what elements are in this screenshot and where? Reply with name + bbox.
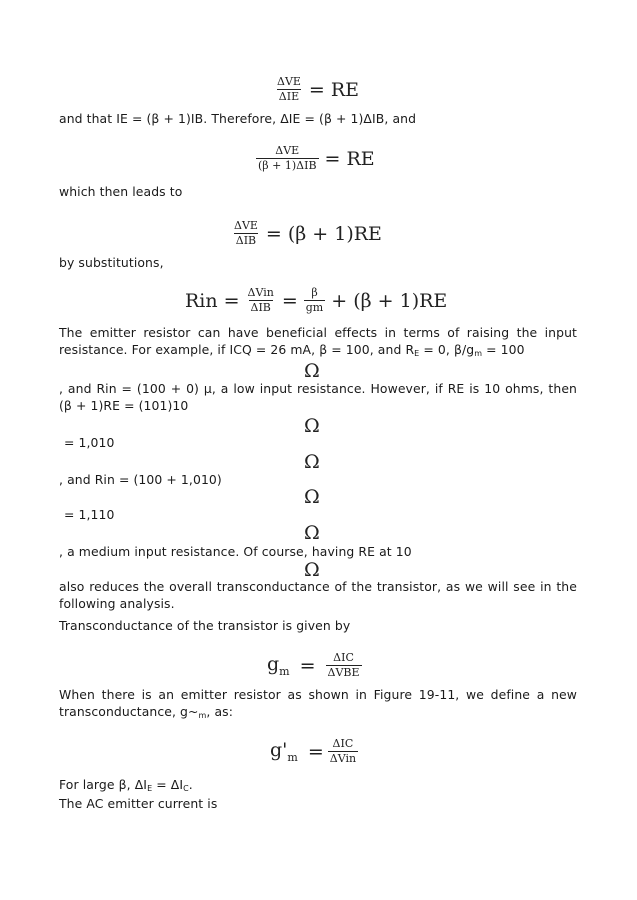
fraction [256, 145, 319, 172]
omega-symbol: Ω [304, 415, 320, 437]
denominator: ΔVBE [327, 666, 360, 679]
equation-ve-ib [232, 220, 382, 247]
gm-symbol [267, 653, 290, 678]
omega-symbol: Ω [304, 360, 320, 382]
omega-symbol: Ω [304, 486, 320, 508]
text-1110: = 1,110 [64, 507, 115, 522]
paragraph-emitter-resistor-figure [59, 686, 577, 724]
paragraph-emitter-resistor [59, 324, 577, 362]
subscript: E [414, 349, 420, 358]
denominator: gm [305, 301, 324, 314]
text-run: When there is an emitter resistor as shown in Figure 19-11, we define a new transconductance, g~ [59, 687, 577, 719]
text-run: For large β, ΔI [59, 777, 148, 792]
text-reduces-transconductance: also reduces the overall transconductance of the transistor, as we will see in the following analysis. [59, 579, 577, 611]
numerator: ΔVE [277, 75, 301, 88]
text-medium-resistance: , a medium input resistance. Of course, having RE at 10 [59, 544, 412, 559]
text-run: , as: [206, 704, 234, 719]
subscript: m [198, 711, 207, 720]
equation-g-prime-m [270, 738, 358, 765]
text-leads-to: which then leads to [59, 184, 183, 199]
fraction-beta-gm [304, 287, 325, 314]
text-rin-low: , and Rin = (100 + 0) μ, a low input resistance. However, if RE is 10 ohms, then (β + 1)RE = (101)10 [59, 381, 577, 413]
denominator: ΔIE [278, 90, 300, 103]
numerator: ΔIC [332, 737, 354, 750]
equals-sign: = [281, 289, 298, 312]
gm-subscript: m [279, 664, 290, 678]
text-ie-relation: and that IE = (β + 1)IB. Therefore, ΔIE = (β + 1)ΔIB, and [59, 111, 417, 126]
text-substitutions: by substitutions, [59, 255, 164, 270]
fraction-vin-ib [246, 287, 276, 314]
equals-sign: = [299, 654, 316, 677]
equals-sign: = [265, 222, 282, 245]
text-rin-sum: , and Rin = (100 + 1,010) [59, 472, 222, 487]
fraction [232, 220, 260, 247]
text-large-beta [59, 776, 577, 797]
subscript: E [147, 784, 153, 793]
omega-symbol: Ω [304, 559, 320, 581]
omega-symbol: Ω [304, 522, 320, 544]
g-prime-subscript: m [287, 750, 298, 764]
numerator: ΔVE [275, 144, 300, 157]
fraction [328, 738, 358, 765]
text-run: = ΔI [152, 777, 184, 792]
subscript: m [474, 349, 483, 358]
equals-sign: = [324, 147, 341, 170]
g-prime-letter: g' [270, 739, 288, 762]
equation-ve-beta-ib [256, 145, 375, 172]
text-run: The emitter resistor can have beneficial effects in terms of raising the input resistance. For example, if ICQ = 26 mA, β = 100, and R [59, 325, 577, 357]
equals-sign: = [223, 289, 240, 312]
text-run: = 0, β/g [419, 342, 475, 357]
fraction [275, 76, 303, 103]
numerator: ΔVE [234, 219, 258, 232]
equation-rhs: RE [330, 78, 360, 101]
omega-symbol: Ω [304, 451, 320, 473]
text-ac-emitter-current: The AC emitter current is [59, 796, 218, 811]
denominator: (β + 1)ΔIB [258, 159, 317, 172]
numerator: ΔIC [333, 651, 354, 664]
numerator: β [311, 286, 318, 299]
equation-rhs: (β + 1)RE [287, 222, 382, 245]
equals-sign: = [307, 740, 324, 763]
equation-ve-ie [275, 76, 359, 103]
gm-letter: g [267, 653, 280, 676]
equation-rin [185, 287, 447, 314]
fraction [326, 652, 362, 679]
denominator: ΔVin [329, 752, 357, 765]
text-1010: = 1,010 [64, 435, 115, 450]
denominator: ΔIB [250, 301, 271, 314]
text-transconductance-given: Transconductance of the transistor is given by [59, 618, 351, 633]
rin-symbol: Rin [185, 289, 218, 312]
equation-gm [267, 652, 362, 679]
denominator: ΔIB [235, 234, 257, 247]
text-run: = 100 [482, 342, 525, 357]
equation-rhs: RE [346, 147, 375, 170]
g-prime-symbol [270, 739, 298, 764]
equals-sign: = [308, 78, 325, 101]
subscript: C [183, 784, 189, 793]
equation-rhs: + (β + 1)RE [331, 289, 448, 312]
text-run: . [188, 777, 193, 792]
numerator: ΔVin [247, 286, 274, 299]
